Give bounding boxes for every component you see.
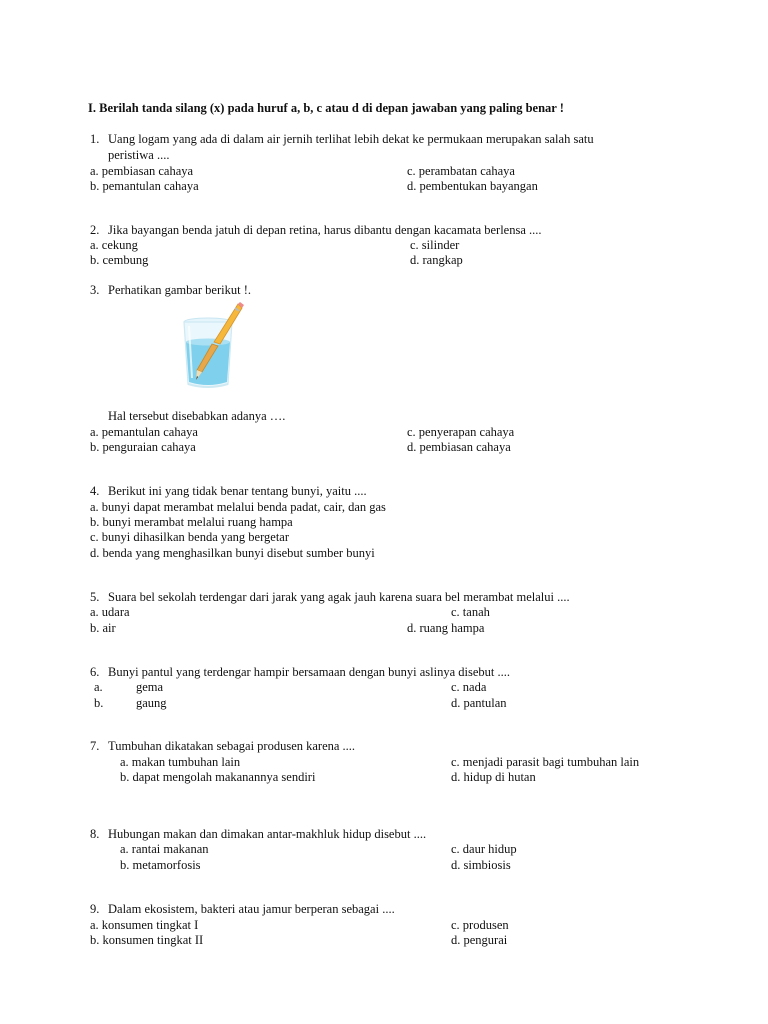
question-1-text-cont: peristiwa .... bbox=[108, 148, 170, 162]
question-5-number: 5. bbox=[90, 590, 100, 604]
question-3-text-cont: Hal tersebut disebabkan adanya …. bbox=[108, 409, 286, 423]
question-4-option-c[interactable]: c. bunyi dihasilkan benda yang bergetar bbox=[90, 530, 290, 544]
question-8-text: Hubungan makan dan dimakan antar-makhluk hidup disebut .... bbox=[108, 827, 427, 841]
question-7-text: Tumbuhan dikatakan sebagai produsen karena .... bbox=[108, 739, 356, 753]
question-2-option-c[interactable]: c. silinder bbox=[410, 238, 460, 252]
question-3-text: Perhatikan gambar berikut !. bbox=[108, 283, 252, 297]
question-1-text: Uang logam yang ada di dalam air jernih terlihat lebih dekat ke permukaan merupakan salah satu bbox=[108, 132, 594, 146]
question-5-option-c[interactable]: c. tanah bbox=[451, 605, 490, 619]
question-6-option-a[interactable]: gema bbox=[136, 680, 164, 694]
question-3-number: 3. bbox=[90, 283, 100, 297]
question-2-number: 2. bbox=[90, 223, 100, 237]
question-1-option-a[interactable]: a. pembiasan cahaya bbox=[90, 164, 194, 178]
question-2-option-d[interactable]: d. rangkap bbox=[410, 253, 463, 267]
question-5-option-a[interactable]: a. udara bbox=[90, 605, 130, 619]
question-9-number: 9. bbox=[90, 902, 100, 916]
glass-with-pencil-image bbox=[180, 302, 246, 390]
question-4-number: 4. bbox=[90, 484, 100, 498]
question-9-option-b[interactable]: b. konsumen tingkat II bbox=[90, 933, 204, 947]
question-8-number: 8. bbox=[90, 827, 100, 841]
question-4-option-a[interactable]: a. bunyi dapat merambat melalui benda padat, cair, dan gas bbox=[90, 500, 386, 514]
question-6-text: Bunyi pantul yang terdengar hampir bersamaan dengan bunyi aslinya disebut .... bbox=[108, 665, 510, 679]
question-7-option-a[interactable]: a. makan tumbuhan lain bbox=[120, 755, 241, 769]
question-6-option-d[interactable]: d. pantulan bbox=[451, 696, 507, 710]
question-5-option-b[interactable]: b. air bbox=[90, 621, 116, 635]
question-3-option-b[interactable]: b. penguraian cahaya bbox=[90, 440, 196, 454]
question-3-option-d[interactable]: d. pembiasan cahaya bbox=[407, 440, 511, 454]
question-8-option-d[interactable]: d. simbiosis bbox=[451, 858, 511, 872]
question-1-option-d[interactable]: d. pembentukan bayangan bbox=[407, 179, 538, 193]
question-2-option-b[interactable]: b. cembung bbox=[90, 253, 149, 267]
question-6-option-b[interactable]: gaung bbox=[136, 696, 167, 710]
question-9-option-a[interactable]: a. konsumen tingkat I bbox=[90, 918, 199, 932]
question-6-option-a-letter: a. bbox=[94, 680, 103, 694]
question-5-option-d[interactable]: d. ruang hampa bbox=[407, 621, 485, 635]
question-4-option-d[interactable]: d. benda yang menghasilkan bunyi disebut sumber bunyi bbox=[90, 546, 375, 560]
question-6-number: 6. bbox=[90, 665, 100, 679]
question-9-option-d[interactable]: d. pengurai bbox=[451, 933, 508, 947]
question-1-option-b[interactable]: b. pemantulan cahaya bbox=[90, 179, 199, 193]
question-8-option-a[interactable]: a. rantai makanan bbox=[120, 842, 209, 856]
question-7-number: 7. bbox=[90, 739, 100, 753]
question-5-text: Suara bel sekolah terdengar dari jarak yang agak jauh karena suara bel merambat melalui .... bbox=[108, 590, 570, 604]
question-4-option-b[interactable]: b. bunyi merambat melalui ruang hampa bbox=[90, 515, 293, 529]
question-6-option-c[interactable]: c. nada bbox=[451, 680, 487, 694]
instruction-heading: I. Berilah tanda silang (x) pada huruf a, b, c atau d di depan jawaban yang paling benar ! bbox=[88, 101, 564, 115]
question-7-option-c[interactable]: c. menjadi parasit bagi tumbuhan lain bbox=[451, 755, 640, 769]
question-7-option-b[interactable]: b. dapat mengolah makanannya sendiri bbox=[120, 770, 316, 784]
question-7-option-d[interactable]: d. hidup di hutan bbox=[451, 770, 536, 784]
question-9-text: Dalam ekosistem, bakteri atau jamur berperan sebagai .... bbox=[108, 902, 395, 916]
question-8-option-c[interactable]: c. daur hidup bbox=[451, 842, 517, 856]
question-8-option-b[interactable]: b. metamorfosis bbox=[120, 858, 201, 872]
question-1-number: 1. bbox=[90, 132, 100, 146]
question-4-text: Berikut ini yang tidak benar tentang bunyi, yaitu .... bbox=[108, 484, 367, 498]
question-9-option-c[interactable]: c. produsen bbox=[451, 918, 509, 932]
question-2-text: Jika bayangan benda jatuh di depan retina, harus dibantu dengan kacamata berlensa .... bbox=[108, 223, 542, 237]
question-3-option-c[interactable]: c. penyerapan cahaya bbox=[407, 425, 515, 439]
question-2-option-a[interactable]: a. cekung bbox=[90, 238, 138, 252]
question-1-option-c[interactable]: c. perambatan cahaya bbox=[407, 164, 515, 178]
question-6-option-b-letter: b. bbox=[94, 696, 104, 710]
question-3-option-a[interactable]: a. pemantulan cahaya bbox=[90, 425, 198, 439]
